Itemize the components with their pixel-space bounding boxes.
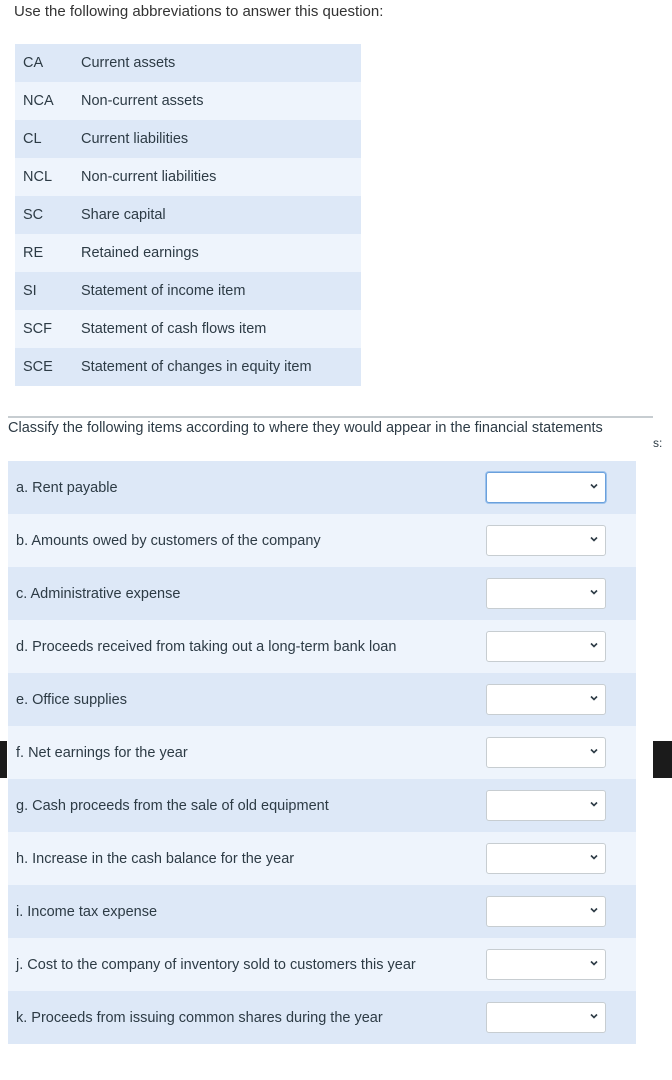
classification-row	[8, 514, 636, 567]
intro-text: Use the following abbreviations to answer this question:	[14, 3, 384, 20]
abbreviation-code: NCA	[23, 93, 54, 109]
abbreviation-row	[15, 82, 361, 120]
classification-dropdown[interactable]	[486, 525, 606, 556]
abbreviation-code: CL	[23, 131, 42, 147]
item-label: k. Proceeds from issuing common shares during the year	[16, 1009, 383, 1026]
abbreviation-code: CA	[23, 55, 44, 71]
item-label: a. Rent payable	[16, 479, 118, 496]
classification-dropdown[interactable]	[486, 1002, 606, 1033]
section-divider	[8, 416, 653, 418]
abbreviation-description: Statement of changes in equity item	[81, 359, 312, 375]
classification-row	[8, 461, 636, 514]
classify-instruction-overflow: s:	[653, 436, 663, 450]
abbreviation-description: Current liabilities	[81, 131, 189, 147]
chevron-down-icon	[590, 853, 598, 861]
item-label: d. Proceeds received from taking out a long-term bank loan	[16, 638, 397, 655]
classification-dropdown[interactable]	[486, 843, 606, 874]
abbreviation-row	[15, 196, 361, 234]
right-edge-bar	[653, 741, 672, 778]
abbreviation-description: Share capital	[81, 207, 166, 223]
abbreviation-description: Retained earnings	[81, 245, 199, 261]
chevron-down-icon	[590, 906, 598, 914]
abbreviation-table	[15, 44, 361, 386]
item-label: i. Income tax expense	[16, 903, 158, 920]
abbreviation-description: Statement of income item	[81, 283, 246, 299]
chevron-down-icon	[590, 800, 598, 808]
chevron-down-icon	[590, 747, 598, 755]
chevron-down-icon	[590, 1012, 598, 1020]
classification-dropdown[interactable]	[486, 790, 606, 821]
abbreviation-description: Non-current liabilities	[81, 169, 217, 185]
abbreviation-description: Statement of cash flows item	[81, 321, 267, 337]
classification-dropdown[interactable]	[486, 684, 606, 715]
abbreviation-row	[15, 120, 361, 158]
item-label: f. Net earnings for the year	[16, 744, 188, 761]
chevron-down-icon	[590, 959, 598, 967]
abbreviation-description: Non-current assets	[81, 93, 204, 109]
classification-row	[8, 673, 636, 726]
item-label: h. Increase in the cash balance for the year	[16, 850, 295, 867]
item-label: e. Office supplies	[16, 691, 127, 708]
abbreviation-code: NCL	[23, 169, 53, 185]
classification-row	[8, 726, 636, 779]
chevron-down-icon	[590, 535, 598, 543]
classification-row	[8, 832, 636, 885]
classification-row	[8, 779, 636, 832]
item-label: b. Amounts owed by customers of the company	[16, 532, 321, 549]
abbreviation-row	[15, 44, 361, 82]
classification-dropdown[interactable]	[486, 737, 606, 768]
abbreviation-row	[15, 348, 361, 386]
classification-row	[8, 885, 636, 938]
classification-table	[8, 461, 636, 1044]
abbreviation-description: Current assets	[81, 55, 176, 71]
abbreviation-row	[15, 272, 361, 310]
left-edge-bar	[0, 741, 7, 778]
abbreviation-code: SC	[23, 207, 44, 223]
chevron-down-icon	[590, 482, 598, 490]
classification-row	[8, 938, 636, 991]
abbreviation-code: SI	[23, 283, 37, 299]
classification-dropdown[interactable]	[486, 949, 606, 980]
item-label: c. Administrative expense	[16, 585, 181, 602]
abbreviation-code: SCF	[23, 321, 52, 337]
abbreviation-row	[15, 234, 361, 272]
classification-dropdown[interactable]	[486, 896, 606, 927]
abbreviation-row	[15, 310, 361, 348]
chevron-down-icon	[590, 641, 598, 649]
chevron-down-icon	[590, 694, 598, 702]
classification-row	[8, 620, 636, 673]
classification-row	[8, 991, 636, 1044]
classification-row	[8, 567, 636, 620]
chevron-down-icon	[590, 588, 598, 596]
classification-dropdown[interactable]	[486, 472, 606, 503]
classification-dropdown[interactable]	[486, 578, 606, 609]
classification-dropdown[interactable]	[486, 631, 606, 662]
abbreviation-code: RE	[23, 245, 44, 261]
abbreviation-code: SCE	[23, 359, 53, 375]
item-label: j. Cost to the company of inventory sold to customers this year	[16, 956, 416, 973]
abbreviation-row	[15, 158, 361, 196]
classify-instruction: Classify the following items according to where they would appear in the financial statements	[8, 420, 603, 436]
item-label: g. Cash proceeds from the sale of old equipment	[16, 797, 329, 814]
